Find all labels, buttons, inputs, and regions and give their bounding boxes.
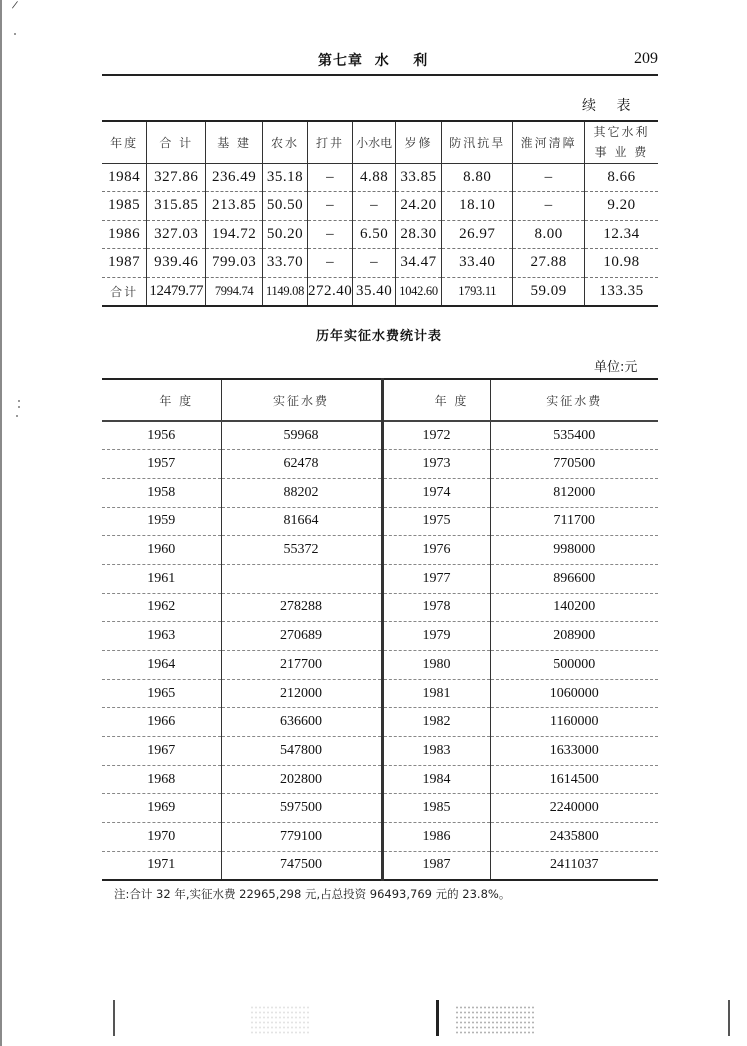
year-cell: 1967	[102, 737, 221, 766]
col-header-year: 年度	[102, 121, 147, 163]
header-rule	[102, 74, 658, 76]
table-cell: 33.85	[396, 163, 442, 192]
fee-cell: 2411037	[490, 851, 658, 880]
col-header-year-right: 年 度	[382, 379, 490, 421]
table-row	[102, 478, 658, 507]
table-row	[102, 622, 658, 651]
table-row	[102, 708, 658, 737]
fee-cell: 278288	[221, 593, 382, 622]
scan-edge-mark	[436, 1000, 439, 1036]
table-cell: 1987	[102, 249, 147, 278]
scan-noise	[455, 1005, 535, 1035]
col-header-fee-left: 实征水费	[221, 379, 382, 421]
fee-cell	[221, 564, 382, 593]
fee-cell: 208900	[490, 622, 658, 651]
table-cell: 1985	[102, 192, 147, 221]
fee-cell: 500000	[490, 651, 658, 680]
fee-cell: 62478	[221, 450, 382, 479]
table-cell: –	[307, 163, 352, 192]
table-cell: 799.03	[206, 249, 263, 278]
table-cell: 6.50	[353, 220, 396, 249]
table-cell: 12479.77	[147, 277, 206, 306]
table-row	[102, 794, 658, 823]
fee-cell: 59968	[221, 421, 382, 450]
table-cell: 34.47	[396, 249, 442, 278]
table-cell: 327.86	[147, 163, 206, 192]
table-row	[102, 823, 658, 852]
fee-cell: 140200	[490, 593, 658, 622]
table-row	[102, 277, 658, 306]
col-header-year-left: 年 度	[102, 379, 221, 421]
year-cell: 1981	[382, 679, 490, 708]
table-cell: 213.85	[206, 192, 263, 221]
table-cell: –	[513, 163, 584, 192]
year-cell: 1971	[102, 851, 221, 880]
table-cell: 50.50	[263, 192, 308, 221]
investment-continued-table	[102, 120, 658, 307]
year-cell: 1960	[102, 536, 221, 565]
table-row	[102, 679, 658, 708]
year-cell: 1962	[102, 593, 221, 622]
fee-cell: 1060000	[490, 679, 658, 708]
col-header-fee-right: 实征水费	[490, 379, 658, 421]
year-cell: 1979	[382, 622, 490, 651]
table-row	[102, 765, 658, 794]
year-cell: 1982	[382, 708, 490, 737]
year-cell: 1969	[102, 794, 221, 823]
fee-cell: 747500	[221, 851, 382, 880]
fee-cell: 88202	[221, 478, 382, 507]
col-header-flood-drought: 防汛抗旱	[441, 121, 512, 163]
table-cell: 50.20	[263, 220, 308, 249]
fee-cell: 2240000	[490, 794, 658, 823]
table-cell: 27.88	[513, 249, 584, 278]
table-cell: 28.30	[396, 220, 442, 249]
fee-cell: 270689	[221, 622, 382, 651]
corner-mark: /	[11, 0, 19, 12]
table-row	[102, 507, 658, 536]
year-cell: 1965	[102, 679, 221, 708]
year-cell: 1956	[102, 421, 221, 450]
fee-cell: 597500	[221, 794, 382, 823]
table-cell: –	[353, 192, 396, 221]
fee-cell: 779100	[221, 823, 382, 852]
table-cell: 939.46	[147, 249, 206, 278]
table-row	[102, 220, 658, 249]
year-cell: 1987	[382, 851, 490, 880]
table-cell: 8.80	[441, 163, 512, 192]
table-cell: 9.20	[584, 192, 658, 221]
table-cell: 33.40	[441, 249, 512, 278]
table-header-row	[102, 379, 658, 421]
fee-cell: 896600	[490, 564, 658, 593]
table-title: 历年实征水费统计表	[315, 329, 442, 344]
col-header-other-line1: 其它水利	[593, 125, 650, 140]
year-cell: 1985	[382, 794, 490, 823]
scan-noise	[250, 1005, 310, 1035]
year-cell: 1972	[382, 421, 490, 450]
table-header-row	[102, 121, 658, 163]
table-cell: 35.40	[353, 277, 396, 306]
table-cell: 10.98	[584, 249, 658, 278]
table-cell: 315.85	[147, 192, 206, 221]
scan-speck	[18, 406, 20, 408]
fee-cell: 2435800	[490, 823, 658, 852]
year-cell: 1973	[382, 450, 490, 479]
page-number: 209	[634, 50, 658, 67]
table-row	[102, 249, 658, 278]
fee-cell: 812000	[490, 478, 658, 507]
fee-cell: 547800	[221, 737, 382, 766]
table-row	[102, 593, 658, 622]
fee-cell: 535400	[490, 421, 658, 450]
table-cell: 1793.11	[441, 277, 512, 306]
scan-speck	[18, 400, 20, 402]
col-header-huai-clearing: 淮河清障	[513, 121, 584, 163]
scan-edge-mark	[113, 1000, 115, 1036]
table-cell: –	[513, 192, 584, 221]
year-cell: 1983	[382, 737, 490, 766]
col-header-small-hydro: 小水电	[353, 121, 396, 163]
year-cell: 1986	[382, 823, 490, 852]
scan-edge-mark	[728, 1000, 730, 1036]
table-row	[102, 536, 658, 565]
year-cell: 1964	[102, 651, 221, 680]
table-row	[102, 163, 658, 192]
fee-cell: 217700	[221, 651, 382, 680]
fee-cell: 212000	[221, 679, 382, 708]
fee-cell: 55372	[221, 536, 382, 565]
fee-cell: 202800	[221, 765, 382, 794]
fee-cell: 998000	[490, 536, 658, 565]
table-cell: 18.10	[441, 192, 512, 221]
table-cell: 合计	[102, 277, 147, 306]
table-cell: 8.66	[584, 163, 658, 192]
table-cell: –	[307, 249, 352, 278]
table-row	[102, 450, 658, 479]
table-cell: –	[353, 249, 396, 278]
table-cell: 8.00	[513, 220, 584, 249]
col-header-other-line2: 事 业 费	[594, 145, 649, 160]
table-cell: 1984	[102, 163, 147, 192]
year-cell: 1968	[102, 765, 221, 794]
fee-cell: 1633000	[490, 737, 658, 766]
table-cell: 236.49	[206, 163, 263, 192]
table-cell: 272.40	[307, 277, 352, 306]
fee-cell: 770500	[490, 450, 658, 479]
year-cell: 1980	[382, 651, 490, 680]
table-cell: –	[307, 192, 352, 221]
table-cell: 194.72	[206, 220, 263, 249]
running-head	[100, 50, 658, 70]
table-cell: 1986	[102, 220, 147, 249]
table-cell: 33.70	[263, 249, 308, 278]
col-header-construction: 基 建	[206, 121, 263, 163]
fee-cell: 711700	[490, 507, 658, 536]
year-cell: 1974	[382, 478, 490, 507]
table-row	[102, 564, 658, 593]
table-row	[102, 851, 658, 880]
col-header-maintenance: 岁修	[396, 121, 442, 163]
table-row	[102, 651, 658, 680]
year-cell: 1957	[102, 450, 221, 479]
unit-label: 单位:元	[594, 360, 638, 375]
continued-label: 续 表	[582, 98, 639, 114]
year-cell: 1958	[102, 478, 221, 507]
fee-cell: 81664	[221, 507, 382, 536]
water-fee-table	[102, 378, 658, 881]
fee-cell: 636600	[221, 708, 382, 737]
table-cell: 24.20	[396, 192, 442, 221]
year-cell: 1978	[382, 593, 490, 622]
year-cell: 1959	[102, 507, 221, 536]
year-cell: 1963	[102, 622, 221, 651]
table-cell: 133.35	[584, 277, 658, 306]
scan-speck	[14, 33, 16, 35]
year-cell: 1977	[382, 564, 490, 593]
table-row	[102, 421, 658, 450]
year-cell: 1984	[382, 765, 490, 794]
table-row	[102, 737, 658, 766]
table-cell: 1042.60	[396, 277, 442, 306]
year-cell: 1976	[382, 536, 490, 565]
col-header-other	[584, 121, 658, 163]
table-cell: 26.97	[441, 220, 512, 249]
year-cell: 1970	[102, 823, 221, 852]
table-cell: 59.09	[513, 277, 584, 306]
table-cell: 7994.74	[206, 277, 263, 306]
table-cell: 327.03	[147, 220, 206, 249]
scan-speck	[16, 415, 18, 417]
table-row	[102, 192, 658, 221]
table-cell: 4.88	[353, 163, 396, 192]
col-header-well: 打井	[307, 121, 352, 163]
fee-cell: 1614500	[490, 765, 658, 794]
table-cell: 12.34	[584, 220, 658, 249]
table-cell: 35.18	[263, 163, 308, 192]
page-left-edge	[0, 0, 2, 1046]
year-cell: 1966	[102, 708, 221, 737]
table-cell: –	[307, 220, 352, 249]
col-header-farm-water: 农水	[263, 121, 308, 163]
chapter-title: 第七章 水 利	[318, 53, 429, 69]
fee-cell: 1160000	[490, 708, 658, 737]
col-header-total: 合 计	[147, 121, 206, 163]
table-note: 注:合计 32 年,实征水费 22965,298 元,占总投资 96493,769 元的 23.8%。	[114, 887, 511, 901]
year-cell: 1961	[102, 564, 221, 593]
table-cell: 1149.08	[263, 277, 308, 306]
year-cell: 1975	[382, 507, 490, 536]
